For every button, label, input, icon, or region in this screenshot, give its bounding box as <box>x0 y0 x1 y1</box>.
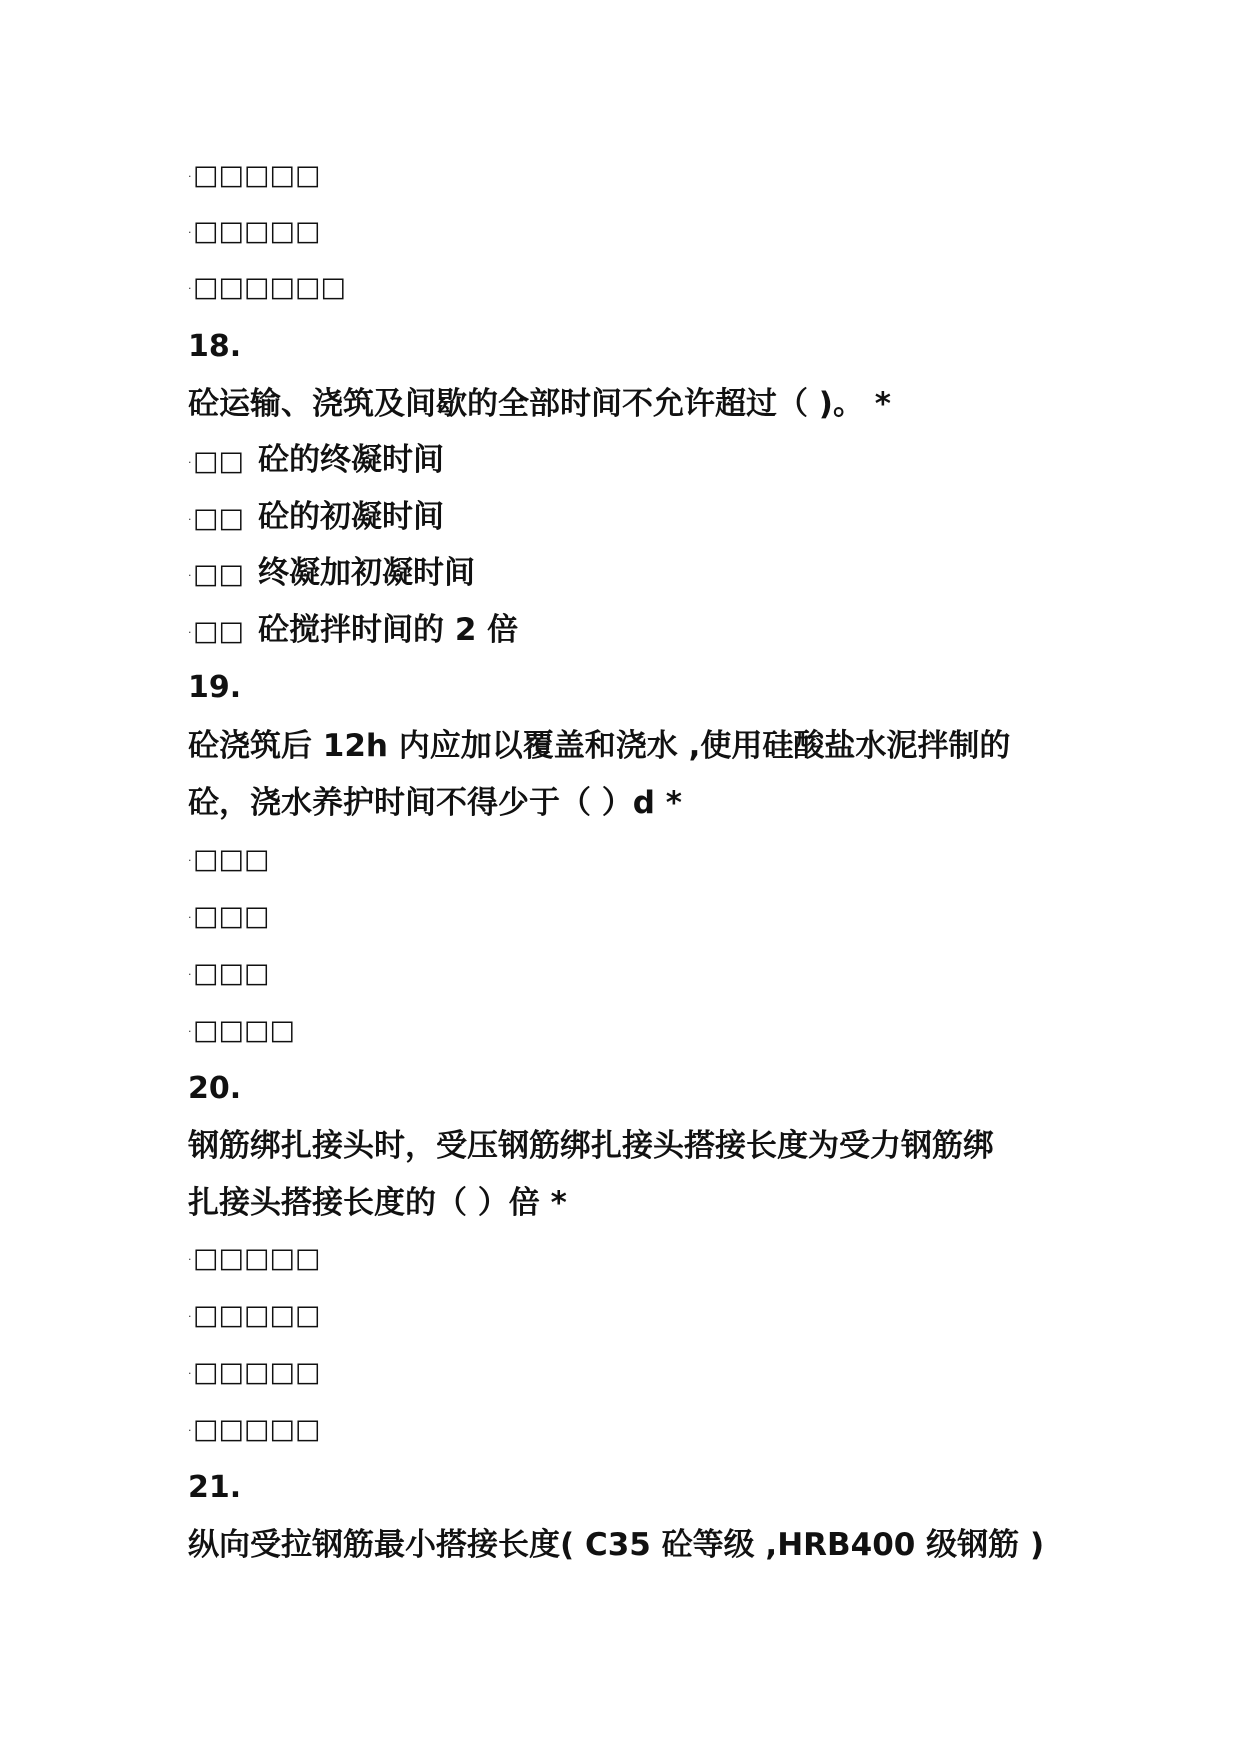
option-placeholder-glyphs: □□□□□ <box>193 1414 321 1445</box>
question-text-19-line-1: 砼浇筑后 12h 内应加以覆盖和浇水 ,使用硅酸盐水泥拌制的 <box>188 728 1011 764</box>
option-placeholder-glyphs: □□ <box>193 616 245 647</box>
option-line[interactable] <box>188 440 444 483</box>
option-placeholder-glyphs: □□ <box>193 503 245 534</box>
option-text: 砼的终凝时间 <box>258 442 445 478</box>
option-placeholder-glyphs: □□ <box>193 446 245 477</box>
bullet-dot: · <box>188 512 192 526</box>
bullet-dot: · <box>188 625 192 639</box>
option-line[interactable] <box>188 156 321 197</box>
bullet-dot: · <box>188 169 192 183</box>
option-line[interactable] <box>188 212 321 253</box>
option-placeholder-glyphs: □□□ <box>193 958 270 989</box>
option-placeholder-glyphs: □□□□□ <box>193 1243 321 1274</box>
bullet-dot: · <box>188 281 192 295</box>
option-text: 砼的初凝时间 <box>258 499 445 535</box>
bullet-dot: · <box>188 1366 192 1380</box>
option-line[interactable] <box>188 1011 295 1052</box>
option-placeholder-glyphs: □□□ <box>193 844 270 875</box>
bullet-dot: · <box>188 225 192 239</box>
option-placeholder-glyphs: □□□□□ <box>193 216 321 247</box>
bullet-dot: · <box>188 568 192 582</box>
option-placeholder-glyphs: □□□□ <box>193 1015 296 1046</box>
question-number-20: 20. <box>188 1071 242 1106</box>
question-text-20-line-1: 钢筋绑扎接头时，受压钢筋绑扎接头搭接长度为受力钢筋绑 <box>188 1128 994 1164</box>
option-placeholder-glyphs: □□□□□□ <box>193 272 347 303</box>
bullet-dot: · <box>188 1309 192 1323</box>
option-line[interactable] <box>188 553 475 596</box>
option-line[interactable] <box>188 1353 321 1394</box>
question-text-20-line-2: 扎接头搭接长度的（ ）倍 * <box>188 1185 567 1221</box>
option-placeholder-glyphs: □□□□□ <box>193 160 321 191</box>
bullet-dot: · <box>188 1024 192 1038</box>
option-text: 砼搅拌时间的 2 倍 <box>258 612 519 648</box>
bullet-dot: · <box>188 455 192 469</box>
option-line[interactable] <box>188 1410 321 1451</box>
bullet-dot: · <box>188 1423 192 1437</box>
option-line[interactable] <box>188 897 270 938</box>
option-placeholder-glyphs: □□□□□ <box>193 1357 321 1388</box>
option-text: 终凝加初凝时间 <box>258 555 476 591</box>
bullet-dot: · <box>188 967 192 981</box>
question-number-21: 21. <box>188 1470 242 1505</box>
question-text-18: 砼运输、浇筑及间歇的全部时间不允许超过（ )。 * <box>188 386 891 422</box>
option-line[interactable] <box>188 954 270 995</box>
question-number-18: 18. <box>188 329 242 364</box>
question-number-19: 19. <box>188 670 242 705</box>
option-line[interactable] <box>188 840 270 881</box>
bullet-dot: · <box>188 910 192 924</box>
option-line[interactable] <box>188 610 518 653</box>
question-text-19-line-2: 砼，浇水养护时间不得少于（ ）d * <box>188 785 682 821</box>
bullet-dot: · <box>188 1252 192 1266</box>
option-line[interactable] <box>188 268 346 309</box>
option-placeholder-glyphs: □□□ <box>193 901 270 932</box>
bullet-dot: · <box>188 853 192 867</box>
question-text-21: 纵向受拉钢筋最小搭接长度( C35 砼等级 ,HRB400 级钢筋 ) <box>188 1527 1045 1563</box>
option-line[interactable] <box>188 1296 321 1337</box>
option-placeholder-glyphs: □□ <box>193 559 245 590</box>
option-line[interactable] <box>188 497 444 540</box>
option-placeholder-glyphs: □□□□□ <box>193 1300 321 1331</box>
option-line[interactable] <box>188 1239 321 1280</box>
